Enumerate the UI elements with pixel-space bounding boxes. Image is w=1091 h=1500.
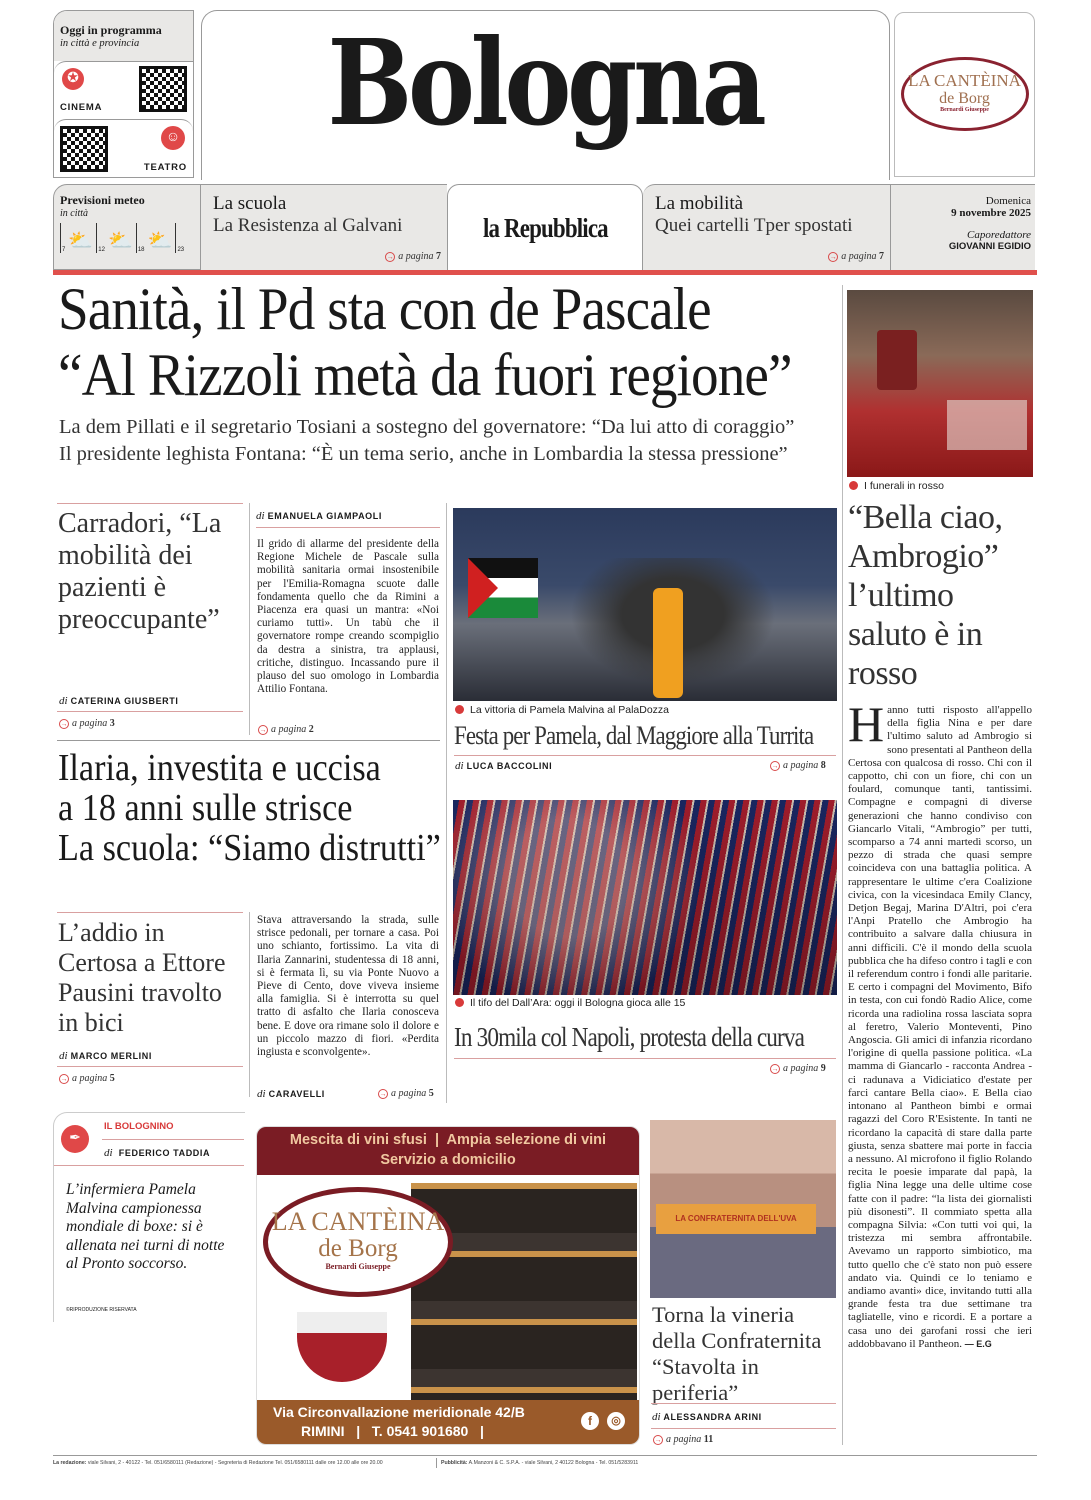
camera-icon — [455, 998, 464, 1007]
cantina-advertisement[interactable] — [256, 1126, 640, 1445]
page-ref-label: a pagina — [398, 251, 434, 262]
meteo-title: Previsioni meteo — [60, 193, 145, 207]
byline: di CARAVELLI — [257, 1088, 325, 1100]
meteo-box — [53, 184, 201, 270]
program-box — [53, 10, 194, 178]
hour-12: 12 — [96, 223, 105, 253]
page-ref[interactable]: → a pagina 8 — [771, 760, 826, 771]
byline: di EMANUELA GIAMPAOLI — [256, 510, 382, 522]
instagram-icon[interactable]: ◎ — [607, 1412, 625, 1430]
photo-sign: LA CONFRATERNITA DELL'UVA — [656, 1204, 816, 1234]
date-day: Domenica — [985, 195, 1031, 207]
page-ref[interactable]: → a pagina 11 — [654, 1434, 714, 1445]
lead-deck-2: Il presidente leghista Fontana: “È un tema serio, anche in Lombardia la stessa pressione” — [59, 443, 788, 465]
page-ref-number: 7 — [436, 251, 441, 262]
teatro-label: TEATRO — [143, 162, 187, 173]
copyright-note: ©RIPRODUZIONE RISERVATA — [66, 1307, 137, 1313]
ambrogio-body: Hanno tutti risposto all'appello della figlia Nina e per dare l'ultimo saluto ad Ambrogio si sono presentati al Pantheon della Certosa con qualcosa di rosso. Chi con il cappotto, chi con un fiore, chi con un foulard, comunque tanti, tantissimi. Compagne e compagni di diverse generazioni che hanno condiviso con Giancarlo Vitali, “Ambrogio” per tutti, scomparso a 74 anni martedì scorso, un pezzo di strada che quasi sempre coincideva con una battaglia politica. A rappresentare le ultime c'era Coalizione civica, con la vicesindaca Emily Clancy, Detjon Begaj, Marina D'Altri, poi c'era l'Anpi Pratello che Ambrogio ha contribuito a salvare dalla chiusura in anni difficili. C'è il mondo della scuola pubblica che ha difeso contro i tagli e con il referendum contro i fondi alle paritarie. E certo i compagni del Movimento, Bifo in testa, con cui fondò Radio Alice, come ricorda una radiolina rossa lasciata sopra al feretro, Valerio Monteventi, Pino Angoscia. Gli amici di infanzia ricordano l'origine di quella passione politica. «La mamma di Giancarlo - racconta Andrea - ci radunava a Vidiciatico d'estate per farci cantare Bella ciao». E Bella ciao intonano al Pantheon bimbi e ormai ragazzi del Coro R'Esistente. In tanti ne ricordano la capacità di stare dalla parte giusta, senza sbattere mai porte in faccia a nessuno. Al microfono il figlio Rolando recita le poesie imparate dal papà, la figlia Nina legge una delle ultime cose fatte con il padre: “la lista dei giornalisti più disonesti”. Il commiato spetta alla compagna Silvia: «Con tutti voi qui, la tristezza mi sembra affrontabile. Avevamo un rapporto simbiotico, ma tutto quello che c'è stato non può essere andato via. Quindi ce lo teniamo e andiamo avanti» dice, invitando tutti alla grande festa tra due settimane tra tagliatelle, vino e ricordi. E a portare a casa uno dei garofani rossi che ieri addobbavano il Pantheon. — E.G — [848, 696, 1032, 1350]
brand-name: la Repubblica — [482, 213, 608, 243]
page-ref[interactable]: → a pagina 3 — [60, 718, 115, 729]
teaser-kicker: La mobilità — [655, 193, 744, 214]
photo-caption: I funerali in rosso — [849, 480, 944, 492]
ad-logo-text: de Borg — [318, 1235, 398, 1262]
certosa-headline[interactable]: L’addio in Certosa a Ettore Pausini travolto in bici — [58, 918, 226, 1037]
headline-line: Ilaria, investita e uccisa — [58, 747, 381, 789]
headline-line: a 18 anni sulle strisce — [58, 787, 353, 829]
byline: di CATERINA GIUSBERTI — [59, 695, 179, 707]
article-body: Stava attraversando la strada, sulle strisce pedonali, per tornare a casa. Poi uno schianto, fortissimo. La vita di Ilaria Zannarini, studentessa di 18 anni, si è fermata lì, su via Ponte Nuovo a Pieve di Cento, dove viveva insieme alla famiglia. Si è interrotta su quel tratto di asfalto che Ilaria conosceva bene. E dove ora rimane solo il dolore e un piccolo mazzo di fiori. «Perdita ingiusta e sconvolgente». — [257, 914, 439, 1059]
meteo-subtitle: in città — [60, 208, 89, 219]
confraternita-photo — [650, 1120, 836, 1298]
ad-logo-line1: LA CANTÈINA — [908, 71, 1021, 90]
ad-logo-box[interactable] — [894, 12, 1035, 177]
byline: di MARCO MERLINI — [59, 1050, 152, 1062]
lead-headline-2[interactable]: “Al Rizzoli metà da fuori regione” — [58, 342, 792, 408]
cinema-label: CINEMA — [60, 102, 103, 113]
arrow-icon: → — [829, 252, 837, 261]
stadio-headline[interactable]: In 30mila col Napoli, protesta della curva — [454, 1022, 805, 1052]
program-subtitle: in città e provincia — [60, 38, 140, 49]
editor-name: GIOVANNI EGIDIO — [948, 241, 1031, 252]
article-body: Il grido di allarme del presidente della Regione Michele de Pascale sulla mobilità sanitaria ormai insostenibile per l'Emilia-Romagna scuote dalle fondamenta quello che da Rimini a Piacenza era quasi un mantra: «Noi curiamo tutti». Un tabù che il governatore rompe creando scompiglio da destra a sinistra, tra applausi, critiche, distinguo. Incassando pure il plauso del suo omologo in Lombardia Attilio Fontana. — [257, 538, 439, 696]
confraternita-headline[interactable]: Torna la vineria della Confraternita “Stavolta in periferia” — [652, 1302, 822, 1405]
teaser-mobilita[interactable] — [643, 184, 890, 270]
camera-icon — [455, 705, 464, 714]
program-title: Oggi in programma — [60, 23, 162, 37]
ad-logo-line3: Bernardi Giuseppe — [940, 107, 989, 113]
lead-deck-1: La dem Pillati e il segretario Tosiani a sostegno del governatore: “Da lui atto di coraggio” — [59, 416, 795, 438]
ilaria-headline[interactable] — [58, 748, 441, 868]
stadium-photo — [453, 800, 837, 995]
bolognino-text: L’infermiera Pamela Malvina campionessa mondiale di boxe: si è allenata nei turni di notte al Pronto soccorso. — [66, 1181, 225, 1272]
partly-cloudy-icon: ⛅ — [147, 230, 173, 252]
film-reel-icon: ✪ — [62, 68, 84, 90]
ad-address: Via Circonvallazione meridionale 42/B — [273, 1404, 525, 1420]
theatre-mask-icon: ☺ — [161, 126, 185, 150]
arrow-icon: → — [60, 719, 68, 728]
teaser-title: Quei cartelli Tper spostati — [655, 215, 853, 236]
red-rule — [53, 270, 1037, 275]
teaser-title: La Resistenza al Galvani — [213, 215, 403, 236]
page-ref[interactable]: → a pagina 2 — [259, 724, 314, 735]
hour-18: 18 — [136, 223, 145, 253]
arrow-icon: → — [771, 1064, 779, 1073]
boxing-photo — [453, 508, 837, 701]
byline: di FEDERICO TADDIA — [104, 1147, 211, 1159]
footer-redazione: La redazione: viale Silvani, 2 - 40122 - Tel. 051/6580111 (Redazione) - Segreteria di Redazione Tel. 051/6580111 dalle ore 12.00 alle ore 20.00 — [53, 1460, 383, 1466]
camera-icon — [849, 481, 858, 490]
page-ref[interactable]: → a pagina 9 — [771, 1063, 826, 1074]
date-box — [890, 184, 1035, 270]
editor-role: Caporedattore — [967, 229, 1031, 241]
wine-glass-icon — [297, 1312, 387, 1382]
lead-headline-1[interactable]: Sanità, il Pd sta con de Pascale — [58, 276, 711, 342]
teaser-scuola[interactable] — [201, 184, 447, 270]
page-ref[interactable]: → a pagina 5 — [60, 1073, 115, 1084]
headline-line: La scuola: “Siamo distrutti” — [58, 827, 441, 869]
ad-logo-text: LA CANTÈINA — [271, 1207, 445, 1236]
ad-logo-text: Bernardi Giuseppe — [325, 1262, 391, 1271]
pamela-headline[interactable]: Festa per Pamela, dal Maggiore alla Turrita — [454, 721, 814, 750]
ad-slogan: Servizio a domicilio — [380, 1152, 516, 1168]
teaser-kicker: La scuola — [213, 193, 287, 214]
arrow-icon: → — [379, 1089, 387, 1098]
hour-23: 23 — [175, 223, 184, 253]
arrow-icon: → — [771, 761, 779, 770]
photo-caption: La vittoria di Pamela Malvina al PalaDozza — [455, 704, 669, 716]
page-ref-number: 7 — [879, 251, 884, 262]
ad-logo-line2: de Borg — [939, 90, 990, 107]
cinema-link[interactable] — [54, 61, 193, 119]
dropcap: H — [848, 696, 885, 752]
arrow-icon: → — [259, 725, 267, 734]
arrow-icon: → — [386, 252, 394, 261]
ad-slogan: Mescita di vini sfusi | Ampia selezione di vini — [289, 1132, 607, 1148]
hour-7: 7 — [60, 223, 65, 253]
date-full: 9 novembre 2025 — [951, 207, 1031, 219]
funeral-photo — [847, 290, 1033, 477]
bolognino-box — [53, 1112, 245, 1322]
masthead-title: Bologna — [327, 13, 763, 152]
byline: di ALESSANDRA ARINI — [652, 1411, 762, 1423]
teatro-link[interactable] — [54, 119, 193, 178]
ambrogio-headline[interactable]: “Bella ciao, Ambrogio” l’ultimo saluto è in rosso — [848, 499, 1003, 692]
rubric-label: IL BOLOGNINO — [104, 1121, 174, 1132]
partly-cloudy-icon: ⛅ — [107, 230, 133, 252]
pen-nib-icon: ✒ — [61, 1125, 89, 1153]
byline: di LUCA BACCOLINI — [455, 760, 553, 772]
carradori-headline[interactable]: Carradori, “La mobilità dei pazienti è preoccupante” — [58, 508, 222, 635]
page-ref-label: a pagina — [841, 251, 877, 262]
brand-logo — [447, 184, 643, 270]
arrow-icon: → — [654, 1435, 662, 1444]
footer-pubblicita: Pubblicità: A.Manzoni & C. S.P.A. - viale Silvani, 2 40122 Bologna - Tel. 051/5283911 — [441, 1460, 639, 1466]
qr-code-teatro[interactable] — [60, 126, 108, 172]
ad-phone: RIMINI | T. 0541 901680 | — [301, 1423, 484, 1439]
partly-cloudy-icon: ⛅ — [68, 230, 94, 252]
page-ref[interactable]: → a pagina 5 — [379, 1088, 434, 1099]
arrow-icon: → — [60, 1074, 68, 1083]
photo-caption: Il tifo del Dall’Ara: oggi il Bologna gioca alle 15 — [455, 997, 685, 1009]
facebook-icon[interactable]: f — [581, 1412, 599, 1430]
qr-code-cinema[interactable] — [139, 66, 187, 112]
